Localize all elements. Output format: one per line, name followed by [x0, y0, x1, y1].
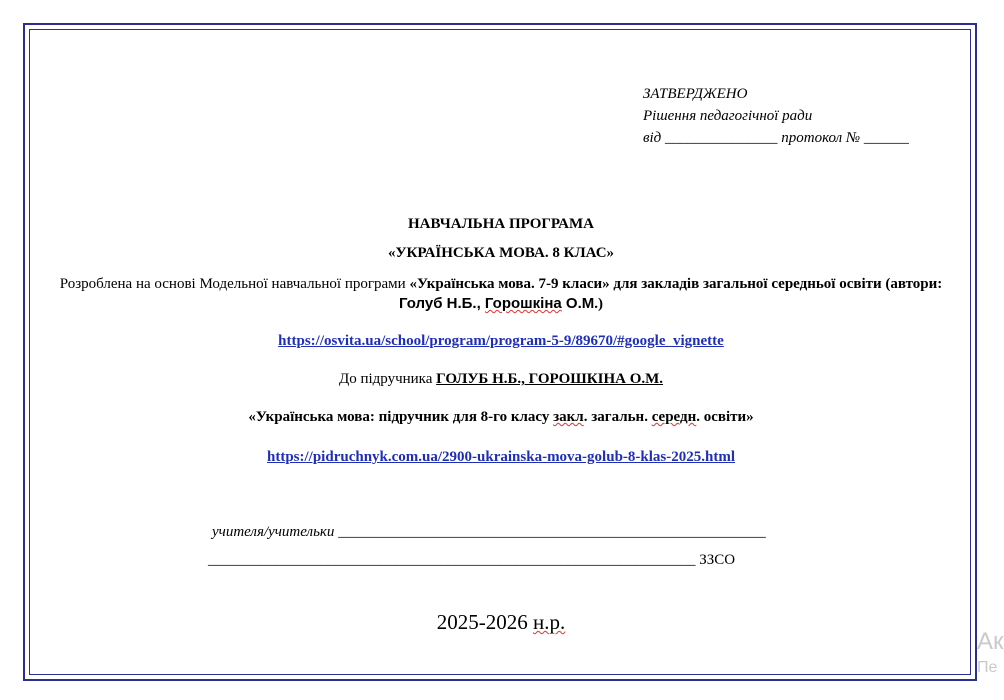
program-link-row [40, 332, 962, 350]
program-subtitle: «УКРАЇНСЬКА МОВА. 8 КЛАС» [387, 245, 615, 261]
approval-title: ЗАТВЕРДЖЕНО [643, 86, 748, 102]
program-basis [40, 274, 962, 314]
basis-program: «Українська мова. 7-9 класи» для закладів загальної середньої освіти (автори: [409, 276, 943, 292]
school-line [208, 552, 735, 569]
school-blank: _________________________________________________________________ [208, 552, 696, 568]
watermark-line-1: Ак [977, 628, 1004, 655]
basis-prefix: Розроблена на основі Модельної навчальної програми [59, 276, 410, 292]
program-link[interactable]: https://osvita.ua/school/program/program-5-9/89670/#google_vignette [278, 333, 724, 349]
academic-year [40, 610, 962, 635]
teacher-line [212, 524, 766, 541]
approval-decision: Рішення педагогічної ради [643, 108, 813, 124]
approval-protocol-label: протокол № [781, 130, 861, 146]
textbook-prefix: До підручника [338, 371, 437, 387]
textbook-abbr-seredn: середн [651, 409, 697, 425]
basis-suffix: .) [594, 296, 603, 312]
year-suffix: н.р. [533, 610, 566, 634]
textbook-title-part1: «Українська мова: підручник для 8-го класу [248, 409, 554, 425]
teacher-name-blank: _________________________________________________________ [338, 524, 766, 540]
watermark-line-2: Пе [977, 659, 998, 676]
approval-block [643, 83, 909, 149]
approval-number-blank: ______ [863, 130, 909, 146]
textbook-line [40, 371, 962, 388]
approval-from: від [643, 130, 662, 146]
teacher-label: учителя/учительки [212, 524, 335, 540]
textbook-title-part4: . освіти» [696, 409, 754, 425]
textbook-abbr-zagaln: загальн [591, 409, 645, 425]
author-goroshkina-surname: Горошкіна [484, 295, 562, 312]
textbook-title-sep2: . [644, 409, 652, 425]
approval-protocol-line [643, 127, 909, 149]
year-value: 2025-2026 [436, 610, 533, 634]
activation-watermark [977, 627, 1004, 679]
textbook-abbr-zakl: закл [553, 409, 584, 425]
program-title: НАВЧАЛЬНА ПРОГРАМА [408, 216, 594, 232]
textbook-link[interactable]: https://pidruchnyk.com.ua/2900-ukrainska-mova-golub-8-klas-2025.html [267, 449, 735, 465]
school-suffix: ЗЗСО [699, 552, 736, 568]
textbook-authors: ГОЛУБ Н.Б., ГОРОШКІНА О.М. [436, 371, 664, 387]
approval-date-blank: _______________ [665, 130, 778, 146]
textbook-title-sep1: . [583, 409, 592, 425]
textbook-title [40, 409, 962, 426]
textbook-link-row [40, 448, 962, 466]
author-golub: Голуб Н.Б., [398, 295, 485, 312]
author-goroshkina-initials: О.М [561, 295, 595, 312]
